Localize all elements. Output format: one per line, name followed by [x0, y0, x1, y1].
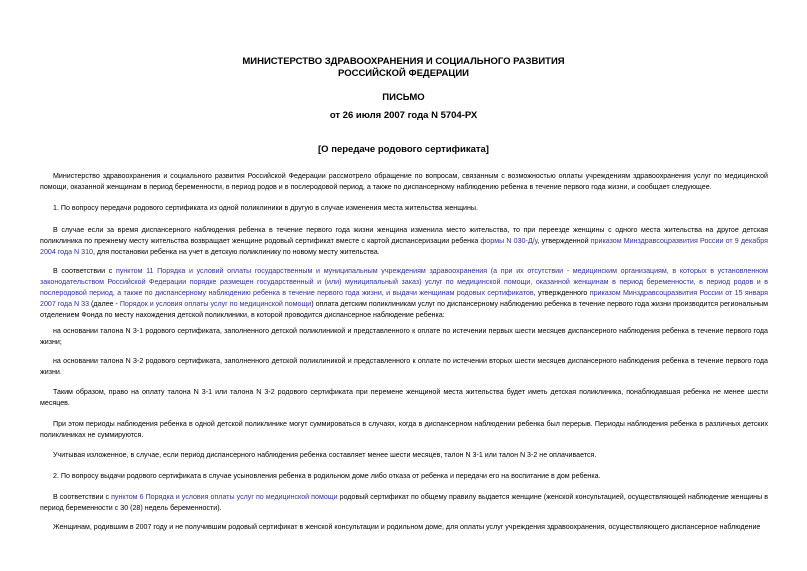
paragraph-periods: При этом периоды наблюдения ребенка в одной детской поликлинике могут суммироваться в случаях, когда в диспансерном наблюдении ребенка был перерыв. Периоды наблюдения ребенка в различных детских поликлиниках не суммируются. — [40, 420, 768, 439]
paragraph-intro: Министерство здравоохранения и социального развития Российской Федерации рассмотрело обращение по вопросам, связанным с возможностью оплаты учреждениям здравоохранения услуг по медицинской помощи, оказанной женщинам в период беременности, в период родов и в послеродовой период, а также по диспансерному наблюдению ребенка в течение первого года жизни, и сообщает следующее. — [40, 172, 768, 191]
text: (далее - — [89, 300, 120, 308]
paragraph-relocation — [40, 225, 768, 258]
ministry-title-line2: РОССИЙСКОЙ ФЕДЕРАЦИИ — [337, 68, 469, 79]
link-item-6[interactable]: пунктом 6 Порядка и условия оплаты услуг по медицинской помощи — [111, 493, 338, 501]
document-subject: [О передаче родового сертификата] — [318, 144, 489, 155]
paragraph-section-2: 2. По вопросу выдачи родового сертификата в случае усыновления ребенка в родильном доме либо отказа от ребенка и передачи его на воспитание в дом ребенка. — [53, 472, 601, 480]
paragraph-not-paid: Учитывая изложенное, в случае, если период диспансерного наблюдения ребенка составляет менее шести месяцев, талон N 3-1 или талон N 3-2 не оплачивается. — [53, 451, 597, 459]
link-order-310[interactable]: приказом Минздравсоцразвития России от 9 декабря 2004 года N 310 — [40, 237, 768, 256]
text: ) оплата детским поликлиникам услуг по диспансерному наблюдению ребенка в течение первого года жизни производится региональным отделением Фонда по месту нахождения детской поликлиники, в которой проводится диспансерное наблюдение ребенка: — [40, 300, 768, 319]
text: В случае если за время диспансерного наблюдения ребенка в течение первого года жизни женщина изменила место жительства, то при переезде женщины с одного места жительства на другое детская поликлиника по прежнему месту жительства возвращает женщине родовый сертификат вместе с картой диспансеризации ребенка — [40, 226, 768, 245]
paragraph-item-6 — [40, 492, 768, 514]
paragraph-talon-3-1: на основании талона N 3-1 родового сертификата, заполненного детской поликлиникой и представленного к оплате по истечении первых шести месяцев диспансерного наблюдения ребенка в течение первого года жизни; — [40, 327, 768, 346]
paragraph-section-1: 1. По вопросу передачи родового сертификата из одной поликлиники в другую в случае изменения места жительства женщины. — [53, 204, 478, 212]
paragraph-2007-births: Женщинам, родившим в 2007 году и не получившим родовый сертификат в женской консультации и родильном доме, для оплаты услуг учреждения здравоохранения, осуществляющего диспансерное наблюдение — [53, 523, 761, 531]
text: , утвержденной — [537, 237, 591, 245]
paragraph-payment-order — [40, 266, 768, 321]
text: , для постановки ребенка на учет в детскую поликлинику по новому месту жительства. — [92, 248, 380, 256]
document-type: ПИСЬМО — [382, 92, 425, 103]
link-order-33[interactable]: приказом Минздравсоцразвития России от 15 января 2007 года N 33 — [40, 289, 768, 308]
text: В соответствии с — [53, 493, 112, 501]
ministry-title-line1: МИНИСТЕРСТВО ЗДРАВООХРАНЕНИЯ И СОЦИАЛЬНОГО РАЗВИТИЯ — [242, 56, 565, 67]
document-date-number: от 26 июля 2007 года N 5704-РХ — [329, 110, 478, 121]
text: родовый сертификат по общему правилу выдается женщине (женской консультацией, осуществляющей наблюдение женщины в период беременности с 30 (28) недель беременности). — [40, 493, 768, 512]
link-item-11[interactable]: пунктом 11 Порядка и условий оплаты государственным и муниципальным учреждениям здравоохранения (а при их отсутствии - медицинским организациям, в которых в установленном законодательством Российской Федерации порядке размещен государственный и (или) муниципальный заказ) услуг по медицинской помощи, оказанной женщинам в период беременности, в период родов и в послеродовой период, а также по диспансерному наблюдению ребенка в течение первого года жизни, и выдачи женщинам родовых сертификатов — [40, 267, 768, 297]
paragraph-conclusion: Таким образом, право на оплату талона N 3-1 или талона N 3-2 родового сертификата при перемене женщиной места жительства будет иметь детская поликлиника, понаблюдавшая ребенка не менее шести месяцев. — [40, 388, 768, 407]
link-payment-procedure[interactable]: Порядок и условия оплаты услуг по медицинской помощи — [119, 300, 312, 308]
text: , утвержденного — [533, 289, 590, 297]
link-form-030[interactable]: формы N 030-Д/у — [480, 237, 538, 245]
text: В соответствии с — [53, 267, 116, 275]
paragraph-talon-3-2: на основании талона N 3-2 родового сертификата, заполненного детской поликлиникой и представленного к оплате по истечении вторых шести месяцев диспансерного наблюдения ребенка в течение первого года жизни. — [40, 357, 768, 376]
